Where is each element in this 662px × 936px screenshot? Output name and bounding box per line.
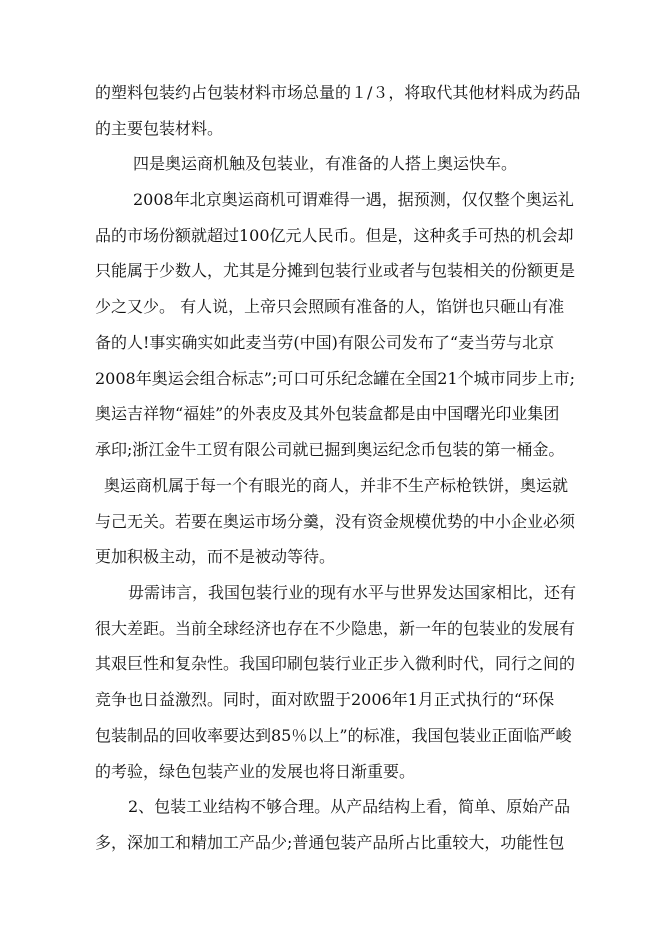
text-line: 奥运商机属于每一个有眼光的商人，并非不生产标枪铁饼，奥运就 — [104, 476, 569, 495]
text-line: 很大差距。当前全球经济也存在不少隐患，新一年的包装业的发展有 — [95, 619, 576, 638]
text-line: 2、包装工业结构不够合理。从产品结构上看，简单、原始产品 — [128, 797, 571, 816]
text-line: 少之又少。 有人说，上帝只会照顾有准备的人，馅饼也只砸山有准 — [95, 297, 565, 316]
text-line: 多，深加工和精加工产品少;普通包装产品所占比重较大，功能性包 — [95, 833, 565, 852]
text-line: 更加积极主动，而不是被动等待。 — [95, 547, 336, 566]
text-line: 品的市场份额就超过100亿元人民币。但是，这种炙手可热的机会却 — [95, 226, 574, 245]
text-line: 的塑料包装约占包装材料市场总量的１/３，将取代其他材料成为药品 — [95, 83, 581, 102]
text-line: 的主要包装材料。 — [95, 119, 224, 138]
text-line: 毋需讳言，我国包装行业的现有水平与世界发达国家相比，还有 — [128, 583, 577, 602]
text-line: 承印;浙江金牛工贸有限公司就已掘到奥运纪念币包装的第一桶金。 — [95, 440, 565, 459]
section-heading: 四是奥运商机触及包装业，有准备的人搭上奥运快车。 — [133, 154, 518, 173]
text-line: 2008年北京奥运商机可谓难得一遇，据预测，仅仅整个奥运礼 — [133, 190, 574, 209]
text-line: 备的人!事实确实如此麦当劳(中国)有限公司发布了“麦当劳与北京 — [95, 333, 555, 352]
text-line: 其艰巨性和复杂性。我国印刷包装行业正步入微利时代，同行之间的 — [95, 654, 576, 673]
text-line: 2008年奥运会组合标志”;可口可乐纪念罐在全国21个城市同步上市; — [95, 369, 576, 388]
text-line: 包装制品的回收率要达到85％以上”的标准，我国包装业正面临严峻 — [95, 726, 572, 745]
text-line: 只能属于少数人，尤其是分摊到包装行业或者与包装相关的份额更是 — [95, 261, 576, 280]
text-line: 竞争也日益激烈。同时，面对欧盟于2006年1月正式执行的“环保 — [95, 690, 555, 709]
text-line: 与己无关。若要在奥运市场分羹，没有资金规模优势的中小企业必须 — [95, 512, 576, 531]
text-line: 的考验，绿色包装产业的发展也将日渐重要。 — [95, 762, 416, 781]
text-line: 奥运吉祥物“福娃”的外表皮及其外包装盒都是由中国曙光印业集团 — [95, 404, 560, 423]
